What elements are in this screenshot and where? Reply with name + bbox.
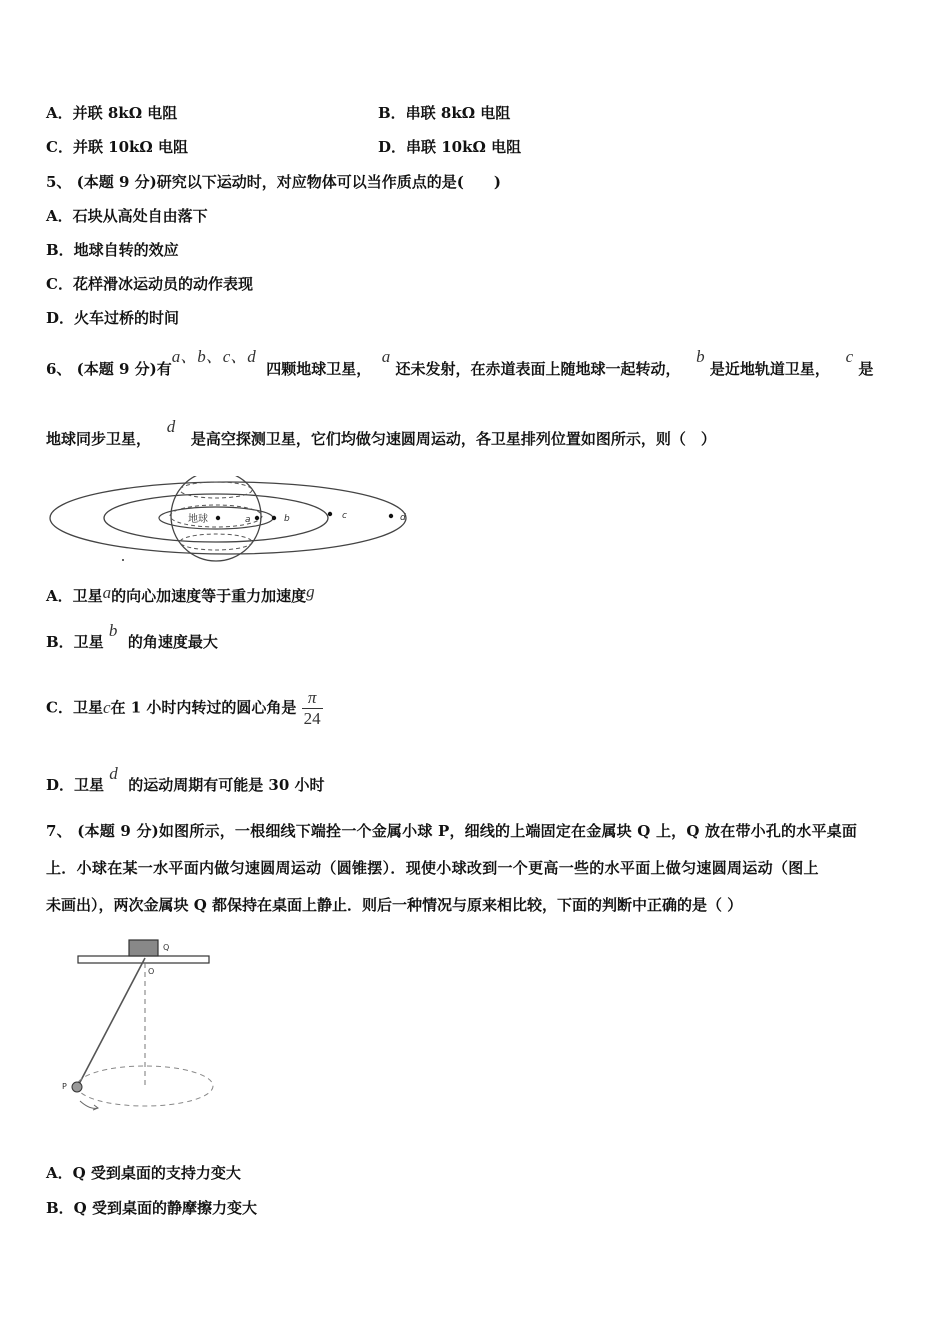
q6-line2-rest: 是高空探测卫星，它们均做匀速圆周运动，各卫星排列位置如图所示，则（ ） <box>190 430 716 448</box>
q4-option-a: A．并联 8kΩ 电阻 <box>46 104 178 122</box>
q6-stem-line1 <box>46 347 874 379</box>
label-o: O <box>148 967 155 976</box>
label-p: P <box>62 1082 67 1091</box>
q6-var-d: d <box>166 417 176 436</box>
q6-opt-b-var: b <box>108 621 118 640</box>
q6-opt-c-rest: 在 1 小时内转过的圆心角是 <box>110 698 297 717</box>
earth-label: 地球 <box>188 514 208 525</box>
q6-option-b <box>46 621 218 652</box>
conical-pendulum-figure <box>58 936 223 1116</box>
q6-option-a <box>46 582 315 606</box>
q7-stem-line2: 上．小球在某一水平面内做匀速圆周运动（圆锥摆）．现使小球改到一个更高一些的水平面上做匀速圆周运动（图上 <box>46 859 819 877</box>
q6-opt-a-mid: 的向心加速度等于重力加速度 <box>111 587 307 605</box>
fraction-pi-over-24 <box>302 688 323 729</box>
frac-denominator: 24 <box>303 709 321 728</box>
sat-label-c: c <box>342 511 347 521</box>
q6-part2: 还未发射，在赤道表面上随地球一起转动， <box>395 360 681 378</box>
q4-option-d: D．串联 10kΩ 电阻 <box>378 138 522 156</box>
sat-label-b: b <box>284 514 290 524</box>
q4-option-c: C．并联 10kΩ 电阻 <box>46 138 189 156</box>
sat-label-d: d <box>400 513 406 523</box>
q6-opt-b-rest: 的角速度最大 <box>127 633 218 651</box>
q6-part3: 是近地轨道卫星， <box>709 360 830 378</box>
ball-p <box>72 1082 82 1092</box>
q6-opt-b-prefix: B．卫星 <box>46 633 104 651</box>
q5-option-c: C．花样滑冰运动员的动作表现 <box>46 275 253 293</box>
q6-stem-prefix: 6、 (本题 9 分)有 <box>46 360 172 378</box>
q7-stem-line3: 未画出），两次金属块 Q 都保持在桌面上静止．则后一种情况与原来相比较，下面的判断中正确的是（ ） <box>46 896 743 914</box>
label-q: Q <box>163 943 170 952</box>
q5-stem: 5、 (本题 9 分)研究以下运动时，对应物体可以当作质点的是( ) <box>46 173 501 191</box>
q6-part4: 是 <box>858 360 874 378</box>
q6-line2-prefix: 地球同步卫星， <box>46 430 152 448</box>
q4-option-b: B．串联 8kΩ 电阻 <box>378 104 511 122</box>
q6-option-c <box>46 688 323 729</box>
satellite-orbit-figure <box>46 476 416 568</box>
q6-stem-line2 <box>46 417 716 449</box>
q5-option-b: B．地球自转的效应 <box>46 241 179 259</box>
q6-option-d <box>46 764 325 795</box>
q6-part1: 四颗地球卫星， <box>266 360 372 378</box>
q7-option-b: B．Q 受到桌面的静摩擦力变大 <box>46 1199 257 1217</box>
q6-opt-a-var-g: g <box>306 582 315 601</box>
q6-opt-d-prefix: D．卫星 <box>46 776 105 794</box>
q6-sats-list: a、b、c、d <box>171 347 256 366</box>
q6-opt-c-var: c <box>102 697 111 717</box>
q6-var-c: c <box>845 347 854 366</box>
q7-option-a: A．Q 受到桌面的支持力变大 <box>46 1164 241 1182</box>
q6-opt-d-rest: 的运动周期有可能是 30 小时 <box>128 776 325 794</box>
q6-opt-d-var: d <box>109 764 118 783</box>
q6-var-b: b <box>696 347 705 366</box>
q7-stem-line1: 7、 (本题 9 分)如图所示，一根细线下端拴一个金属小球 P，细线的上端固定在金属块 Q 上，Q 放在带小孔的水平桌面 <box>46 822 858 840</box>
frac-numerator: π <box>302 688 323 709</box>
q5-option-a: A．石块从高处自由落下 <box>46 207 208 225</box>
q6-opt-a-prefix: A．卫星 <box>46 587 103 605</box>
sat-label-a: a <box>245 515 251 525</box>
q5-option-d: D．火车过桥的时间 <box>46 309 180 327</box>
q6-opt-c-prefix: C．卫星 <box>46 698 103 717</box>
q6-var-a: a <box>381 347 391 366</box>
metal-block-q <box>129 940 158 956</box>
q6-opt-a-var: a <box>102 583 112 602</box>
